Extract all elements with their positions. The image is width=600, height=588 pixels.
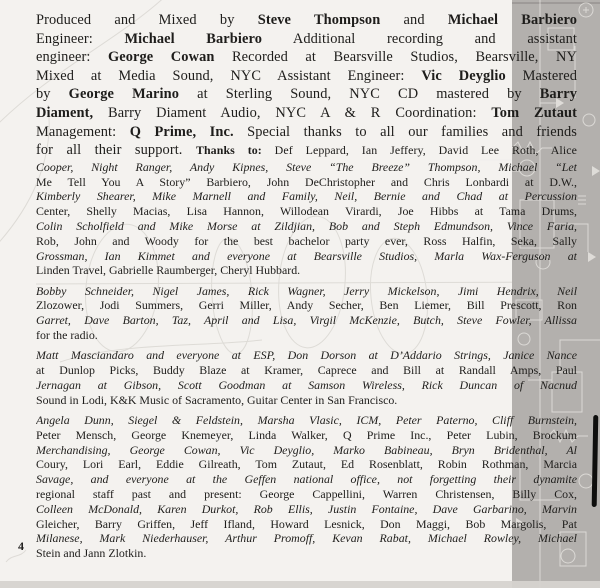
credits-line	[36, 443, 577, 458]
credits-text-segment: Sound in Lodi, K&K Music of Sacramento, Guitar Center in San Francisco.	[36, 392, 398, 407]
page-number: 4	[18, 539, 24, 553]
credits-line	[36, 487, 577, 502]
credits-text-segment: George Cowan	[107, 49, 215, 66]
credits-text-segment: at Dunlop Picks, Buddy Blaze at Kramer, Caprece and Bill at Randall Amps, Paul	[36, 363, 577, 378]
credits-text-segment: Me Tell You A Story” Barbiero, John DeChristopher and Chris Lonbardi at D.W.,	[36, 174, 577, 189]
credits-text-segment: George Marino	[68, 86, 180, 103]
credits-text-segment: Michael Barbiero	[124, 30, 263, 47]
credits-text-segment: Recorded at Bearsville Studios, Bearsville, NY	[214, 49, 577, 66]
credits-line	[36, 284, 577, 299]
credits-line	[36, 249, 577, 264]
credits-text-segment: Vic Deyglio	[421, 67, 506, 84]
credits-line	[36, 219, 577, 234]
credits-text	[36, 11, 577, 566]
credits-line	[36, 11, 577, 30]
credits-line	[36, 234, 577, 249]
credits-text-segment: Grossman, Ian Kimmet and everyone at Bearsville Studios, Marla Wax-Ferguson at	[36, 248, 577, 263]
credits-text-segment: Engineer:	[36, 30, 125, 47]
credits-line	[36, 457, 577, 472]
credits-line	[36, 378, 577, 393]
credits-text-segment: by	[36, 86, 69, 103]
credits-line	[36, 413, 577, 428]
credits-line	[36, 204, 577, 219]
credits-line	[36, 141, 577, 160]
credits-text-segment: Additional recording and assistant	[262, 30, 577, 47]
credits-line	[36, 328, 577, 343]
credits-paragraph	[36, 348, 577, 407]
credits-text-segment: Q Prime, Inc.	[129, 123, 234, 140]
credits-text-segment: regional staff past and present: George Cappellini, Warren Christensen, Billy Cox,	[36, 486, 577, 501]
credits-text-segment: Thanks to:	[195, 143, 262, 158]
credits-text-segment: Produced and Mixed by	[36, 12, 258, 28]
credits-text-segment: for all their support.	[36, 142, 196, 159]
credits-text-segment: Def Leppard, Ian Jeffery, David Lee Roth, Alice	[261, 143, 577, 158]
credits-paragraph	[36, 284, 577, 343]
credits-line	[36, 48, 577, 67]
credits-text-segment: Barry Diament Audio, NYC A & R Coordination:	[93, 104, 492, 121]
credits-line	[36, 348, 577, 363]
credits-text-segment: Cooper, Night Ranger, Andy Kipnes, Steve “The Breeze” Thompson, Michael “Let	[36, 159, 577, 174]
credits-text-segment: Gleicher, Barry Griffen, Jeff Ifland, Howard Lesnick, Don Maggi, Bob Margolis, Pat	[36, 516, 577, 531]
credits-text-segment: Milanese, Mark Niederhauser, Arthur Promoff, Kevan Rabat, Michael Rowley, Michael	[36, 531, 577, 546]
credits-text-segment: Colin Scholfield and Mike Morse at Zildjian, Bob and Steph Edmundson, Vince Faria,	[36, 218, 577, 233]
credits-line	[36, 517, 577, 532]
credits-line	[36, 313, 577, 328]
credits-line	[36, 428, 577, 443]
credits-text-segment: Stein and Jann Zlotkin.	[36, 546, 147, 561]
credits-text-segment: Kimberly Shearer, Mike Marnell and Family, Neil, Bernie and Chad at Percussion	[36, 189, 577, 204]
credits-text-segment: Diament,	[36, 104, 94, 121]
credits-line	[36, 263, 577, 278]
credits-text-segment: Jernagan at Gibson, Scott Goodman at Samson Wireless, Rick Duncan of Nacnud	[36, 377, 577, 392]
credits-text-segment: Tom Zutaut	[491, 104, 577, 121]
credits-text-segment: Colleen McDonald, Karen Durkot, Rob Ellis, Justin Fontaine, Dave Garbarino, Marvin	[36, 501, 577, 516]
credits-line	[36, 30, 577, 49]
credits-line	[36, 531, 577, 546]
credits-text-segment: Savage, and everyone at the Geffen national office, not forgetting their dynamite	[36, 472, 577, 487]
credits-text-segment: Linden Travel, Gabrielle Raumberger, Cheryl Hubbard.	[36, 263, 301, 278]
credits-line	[36, 123, 577, 142]
credits-line	[36, 393, 577, 408]
credits-text-segment: Rob, John and Woody for the best bachelor party ever, Ross Halfin, Seka, Sally	[36, 233, 577, 248]
credits-text-segment: Coury, Lori Earl, Eddie Gilreath, Tom Zutaut, Ed Rosenblatt, Robin Rothman, Marcia	[36, 457, 577, 472]
credits-text-segment: Bobby Schneider, Nigel James, Rick Wagner, Jerry Mickelson, Jimi Hendrix, Neil	[36, 283, 577, 298]
credits-line	[36, 502, 577, 517]
credits-text-segment: at Sterling Sound, NYC CD mastered by	[179, 86, 540, 103]
credits-text-segment: Mastered	[505, 67, 577, 84]
credits-line	[36, 363, 577, 378]
credits-text-segment: Garret, Dave Barton, Taz, April and Lisa, Virgil McKenzie, Butch, Steve Fowler, Allissa	[36, 313, 577, 328]
credits-text-segment: Steve Thompson	[257, 12, 381, 28]
credits-line	[36, 472, 577, 487]
credits-text-segment: Merchandising, George Cowan, Vic Deyglio, Marko Babineau, Bryn Bridenthal, Al	[36, 442, 577, 457]
credits-text-segment: for the radio.	[36, 328, 98, 343]
credits-text-segment: Center, Shelly Macias, Lisa Hannon, Willodean Virardi, Joe Hibbs at Tama Drums,	[36, 204, 577, 219]
credits-line	[36, 160, 577, 175]
credits-text-segment: engineer:	[36, 49, 108, 66]
credits-text-segment: Mixed at Media Sound, NYC Assistant Engineer:	[36, 67, 422, 84]
credits-line	[36, 298, 577, 313]
credits-line	[36, 67, 577, 86]
credits-line	[36, 546, 577, 561]
credits-text-segment: Zlozower, Jodi Summers, Gerri Miller, Andy Secher, Ben Liemer, Bill Prescott, Ron	[36, 298, 577, 313]
credits-line	[36, 85, 577, 104]
credits-text-segment: Peter Mensch, George Knemeyer, Linda Walker, Q Prime Inc., Peter Lubin, Brockum	[36, 427, 577, 442]
credits-paragraph	[36, 413, 577, 561]
credits-text-segment: Matt Masciandaro and everyone at ESP, Don Dorson at D’Addario Strings, Janice Nance	[36, 348, 577, 363]
credits-text-segment: Michael Barbiero	[447, 12, 577, 28]
credits-line	[36, 189, 577, 204]
credits-text-segment: Barry	[539, 86, 577, 103]
credits-text-segment: Management:	[36, 123, 130, 140]
credits-line	[36, 104, 577, 123]
credits-text-segment: and	[380, 12, 448, 28]
credits-line	[36, 175, 577, 190]
credits-paragraph	[36, 11, 577, 278]
credits-text-segment: Special thanks to all our families and friends	[233, 123, 577, 140]
credits-text-segment: Angela Dunn, Siegel & Feldstein, Marsha Vlasic, ICM, Peter Paterno, Cliff Burnstein,	[36, 413, 577, 427]
bottom-scan-strip	[0, 581, 600, 588]
